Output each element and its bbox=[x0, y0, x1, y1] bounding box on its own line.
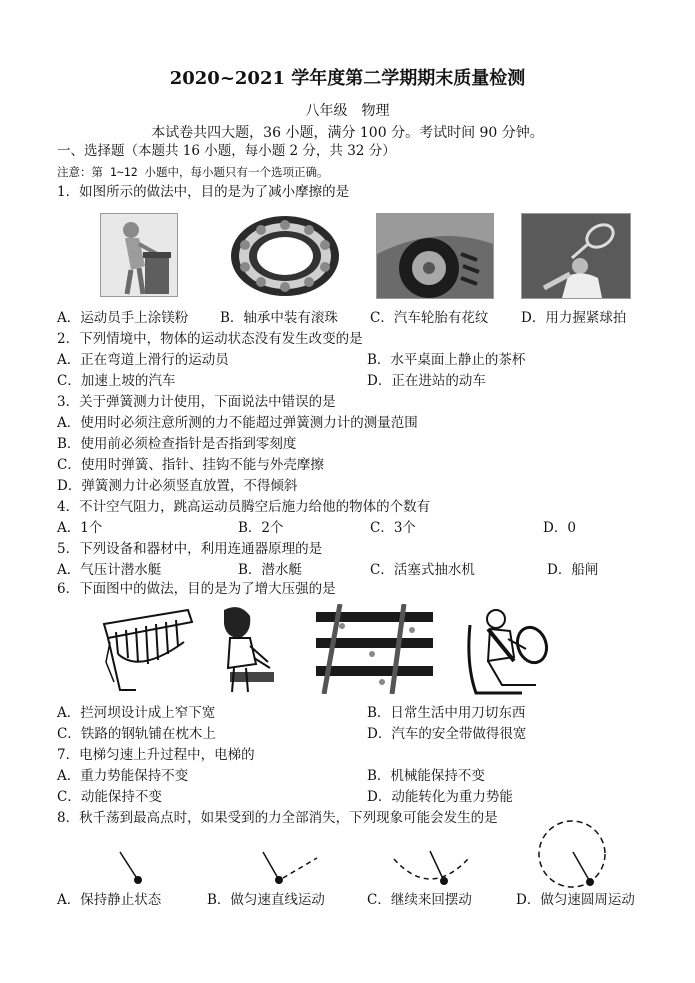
q6-option-d: D．汽车的安全带做得很宽 bbox=[367, 726, 527, 742]
q8-figure-d bbox=[535, 818, 610, 890]
q8-figure-c bbox=[390, 845, 470, 890]
section-heading: 一、选择题（本题共 16 小题，每小题 2 分，共 32 分） bbox=[57, 143, 396, 159]
q8-figure-b bbox=[255, 848, 325, 888]
q6-option-b: B．日常生活中用刀切东西 bbox=[367, 705, 526, 721]
q6-image-knife bbox=[210, 602, 280, 697]
q1-image-tire bbox=[376, 213, 494, 299]
q4-option-b: B．2个 bbox=[238, 520, 284, 536]
q4-option-a: A．1个 bbox=[57, 520, 103, 536]
q2-option-c: C．加速上坡的汽车 bbox=[57, 373, 176, 389]
q8-option-b: B．做匀速直线运动 bbox=[207, 892, 325, 908]
q3-stem: 3．关于弹簧测力计使用，下面说法中错误的是 bbox=[57, 394, 336, 410]
q2-option-b: B．水平桌面上静止的茶杯 bbox=[367, 352, 526, 368]
q1-option-d: D．用力握紧球拍 bbox=[521, 310, 627, 326]
q7-stem: 7．电梯匀速上升过程中，电梯的 bbox=[57, 747, 255, 763]
q1-image-bearing bbox=[227, 213, 343, 299]
q7-option-a: A．重力势能保持不变 bbox=[57, 768, 189, 784]
q4-option-d: D．0 bbox=[543, 520, 576, 536]
q3-option-a: A．使用时必须注意所测的力不能超过弹簧测力计的测量范围 bbox=[57, 415, 418, 431]
q2-stem: 2．下列情境中，物体的运动状态没有发生改变的是 bbox=[57, 331, 363, 347]
q5-option-a: A．气压计潜水艇 bbox=[57, 562, 162, 578]
q3-option-b: B．使用前必须检查指针是否指到零刻度 bbox=[57, 436, 297, 452]
q1-option-c: C．汽车轮胎有花纹 bbox=[370, 310, 489, 326]
q8-option-a: A．保持静止状态 bbox=[57, 892, 162, 908]
q7-option-d: D．动能转化为重力势能 bbox=[367, 789, 513, 805]
q6-image-rails bbox=[312, 604, 437, 694]
q8-option-d: D．做匀速圆周运动 bbox=[516, 892, 635, 908]
q8-stem: 8．秋千荡到最高点时，如果受到的力全部消失，下列现象可能会发生的是 bbox=[57, 810, 498, 826]
q6-image-dam bbox=[100, 602, 195, 694]
q6-option-a: A．拦河坝设计成上窄下宽 bbox=[57, 705, 216, 721]
q1-image-tennis bbox=[521, 213, 631, 299]
q7-option-c: C．动能保持不变 bbox=[57, 789, 162, 805]
q8-option-c: C．继续来回摆动 bbox=[367, 892, 472, 908]
q6-stem: 6．下面图中的做法，目的是为了增大压强的是 bbox=[57, 581, 336, 597]
q1-option-b: B．轴承中装有滚珠 bbox=[220, 310, 338, 326]
q5-stem: 5．下列设备和器材中，利用连通器原理的是 bbox=[57, 541, 323, 557]
q3-option-c: C．使用时弹簧、指针、挂钩不能与外壳摩擦 bbox=[57, 457, 324, 473]
section-note: 注意：第 1~12 小题中，每小题只有一个选项正确。 bbox=[57, 165, 329, 179]
q7-option-b: B．机械能保持不变 bbox=[367, 768, 485, 784]
page-title: 2020~2021 学年度第二学期期末质量检测 bbox=[169, 68, 526, 89]
q4-option-c: C．3个 bbox=[370, 520, 416, 536]
q5-option-d: D．船闸 bbox=[547, 562, 599, 578]
q2-option-a: A．正在弯道上滑行的运动员 bbox=[57, 352, 229, 368]
q6-option-c: C．铁路的钢轨铺在枕木上 bbox=[57, 726, 216, 742]
q1-option-a: A．运动员手上涂镁粉 bbox=[57, 310, 189, 326]
q1-stem: 1．如图所示的做法中，目的是为了减小摩擦的是 bbox=[57, 184, 350, 200]
q3-option-d: D．弹簧测力计必须竖直放置，不得倾斜 bbox=[57, 478, 298, 494]
q6-image-seatbelt bbox=[462, 605, 557, 697]
exam-info: 本试卷共四大题，36 小题，满分 100 分。考试时间 90 分钟。 bbox=[151, 125, 544, 141]
grade-subject: 八年级 物理 bbox=[305, 103, 390, 119]
q8-figure-a bbox=[110, 848, 150, 888]
q5-option-c: C．活塞式抽水机 bbox=[370, 562, 475, 578]
q1-image-chalk bbox=[100, 213, 178, 297]
q5-option-b: B．潜水艇 bbox=[238, 562, 302, 578]
q2-option-d: D．正在进站的动车 bbox=[367, 373, 486, 389]
q4-stem: 4．不计空气阻力，跳高运动员腾空后施力给他的物体的个数有 bbox=[57, 499, 431, 515]
